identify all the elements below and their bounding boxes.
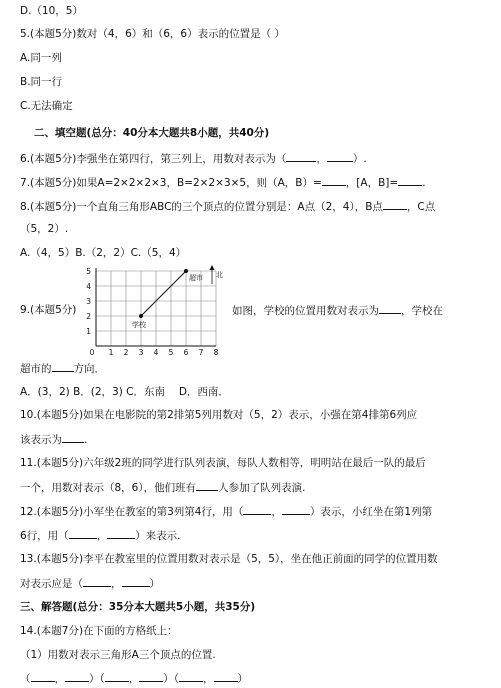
question-12: 12.(本题5分)小军坐在教室的第3列第4行，用（ ， ）表示，小红坐在第1列第 — [20, 506, 433, 518]
question-8: 8.(本题5分)一个直角三角形ABC的三个顶点的位置分别是：A点（2，4），B点 ，C点 — [20, 201, 436, 213]
question-10: 10.(本题5分)如果在电影院的第2排第5列用数对（5，2）表示，小强在第4排第6列应 — [20, 409, 418, 421]
question-13-line-2: 对表示应是（ ， ） — [20, 578, 160, 590]
question-9-line-2: 超市的 方向． — [20, 363, 105, 375]
question-7: 7.(本题5分)如果A=2×2×2×3，B=2×2×3×5，则（A，B）= ，[A，B]= . — [20, 177, 426, 189]
x-tick-label: 6 — [183, 348, 189, 357]
y-tick-label: 1 — [86, 327, 91, 336]
market-point — [184, 269, 188, 273]
question-14-part-1: （1）用数对表示三角形A三个顶点的位置. — [20, 649, 216, 661]
q12-blank-1[interactable] — [243, 504, 271, 515]
question-5-option-c: C.无法确定 — [20, 100, 73, 112]
q9-blank-1[interactable] — [379, 303, 401, 314]
question-9-options: A．(3，2) B．(2，3) C．东南 D．西南． — [20, 386, 229, 398]
question-11: 11.(本题5分)六年级2班的同学进行队列表演，每队人数相等，明明站在最后一队的最后 — [20, 457, 426, 469]
question-5-option-b: B.同一行 — [20, 76, 63, 88]
question-13: 13.(本题5分)李平在教室里的位置用数对表示是（5，5），坐在他正前面的同学的位置用数 — [20, 553, 438, 565]
question-6: 6.(本题5分)李强坐在第四行，第三列上，用数对表示为（ ， ）. — [20, 153, 367, 165]
y-tick-label: 2 — [86, 312, 91, 321]
question-8-line-2: （5，2）. — [20, 223, 69, 235]
question-11-line-2: 一个，用数对表示（8，6），他们班有 人参加了队列表演. — [20, 482, 306, 494]
x-tick-label: 0 — [89, 348, 95, 357]
x-tick-label: 8 — [213, 348, 219, 357]
q10-blank[interactable] — [62, 432, 84, 443]
north-arrow-icon — [210, 265, 215, 284]
x-tick-label: 1 — [108, 348, 114, 357]
grid-lines — [96, 271, 216, 346]
y-tick-label: 4 — [86, 282, 91, 291]
q8-blank-1[interactable] — [383, 199, 407, 210]
question-5: 5.(本题5分)数对（4，6）和（6，6）表示的位置是（ ） — [20, 28, 285, 40]
q7-blank-2[interactable] — [398, 175, 422, 186]
question-14: 14.(本题7分)在下面的方格纸上： — [20, 625, 178, 637]
q12-blank-2[interactable] — [282, 504, 310, 515]
y-tick-label: 3 — [86, 297, 91, 306]
q14-blank-4[interactable] — [139, 671, 163, 682]
q14-blank-5[interactable] — [179, 671, 203, 682]
y-tick-label: 5 — [86, 267, 91, 276]
q11-blank[interactable] — [196, 480, 218, 491]
option-d-line: D.（10，5） — [20, 5, 83, 17]
x-tick-label: 4 — [153, 348, 159, 357]
q13-blank-1[interactable] — [83, 576, 111, 587]
north-label: 北 — [216, 271, 223, 279]
q14-blank-2[interactable] — [65, 671, 89, 682]
school-market-segment — [141, 271, 186, 316]
question-8-options: A.（4，5）B.（2，2）C.（5，4） — [20, 247, 187, 259]
x-tick-label: 7 — [198, 348, 204, 357]
q12-blank-4[interactable] — [107, 528, 135, 539]
q9-blank-2[interactable] — [52, 361, 74, 372]
school-label: 学校 — [132, 321, 146, 329]
q6-blank-2[interactable] — [327, 151, 353, 162]
question-12-line-2: 6行，用（ ， ）来表示. — [20, 530, 181, 542]
question-9-text: 如图，学校的位置用数对表示为 ，学校在 — [232, 305, 443, 317]
x-tick-label: 2 — [123, 348, 129, 357]
q14-blank-6[interactable] — [214, 671, 238, 682]
school-point — [139, 314, 143, 318]
coordinate-grid-figure — [76, 262, 226, 358]
q14-blank-1[interactable] — [31, 671, 55, 682]
x-tick-label: 5 — [168, 348, 174, 357]
question-5-option-a: A.同一列 — [20, 52, 62, 64]
q6-blank-1[interactable] — [286, 151, 316, 162]
q12-blank-3[interactable] — [69, 528, 97, 539]
q7-blank-1[interactable] — [322, 175, 346, 186]
question-10-line-2: 该表示为 . — [20, 434, 88, 446]
question-14-answer-line: （ ， ）（ ， ）（ ， ） — [20, 673, 248, 685]
q13-blank-2[interactable] — [122, 576, 150, 587]
question-9-label: 9.(本题5分) — [20, 304, 77, 316]
section-3-heading: 三、解答题(总分：35分本大题共5小题，共35分) — [20, 601, 256, 613]
market-label: 超市 — [189, 274, 203, 282]
q14-blank-3[interactable] — [105, 671, 129, 682]
section-2-heading: 二、填空题(总分：40分本大题共8小题，共40分) — [34, 127, 270, 139]
x-tick-label: 3 — [138, 348, 144, 357]
